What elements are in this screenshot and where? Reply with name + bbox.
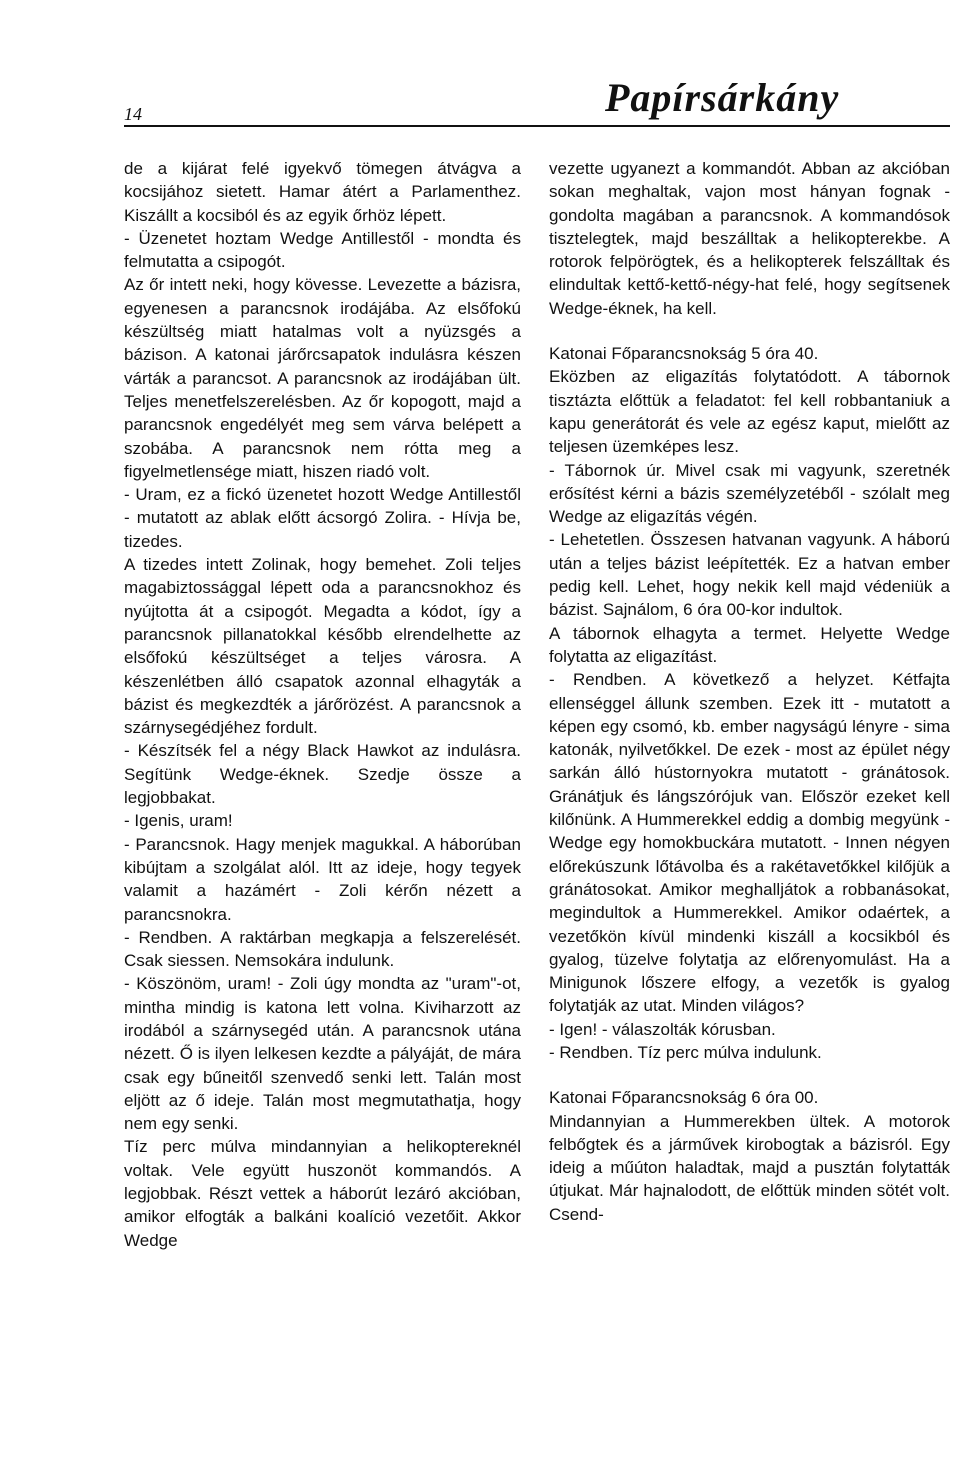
paragraph: - Rendben. Tíz perc múlva indulunk. [549, 1042, 822, 1062]
paragraph: - Parancsnok. Hagy menjek magukkal. A háborúban kibújtam a szolgálat alól. Itt az ideje, hogy tegyek valamit a hazámért - Zoli kérőn nézett a parancsnokra. [124, 834, 521, 924]
magazine-logo: Papírsárkány [605, 75, 840, 120]
paragraph: - Köszönöm, uram! - Zoli úgy mondta az "uram"-ot, mintha mindig is katona lett volna. Kiviharzott az irodából a szárnysegéd után. A parancsnok utána nézett. Ő is ilyen lelkesen kezdte a pályáját, de mára csak egy bűneitől szenvedő senki lett. Talán most eljött az ő ideje. Talán most megmutathatja, hogy nem egy senki. [124, 974, 521, 1134]
paragraph: - Tábornok úr. Mivel csak mi vagyunk, szeretnék erősítést kérni a bázis személyzetéből - szólalt meg Wedge az eligazítás végén. [549, 460, 950, 527]
paragraph: A tizedes intett Zolinak, hogy bemehet. Zoli teljes magabiztossággal lépett oda a parancsnokhoz és nyújtotta át a csipogót. Megadta a kódot, így a parancsnok pillanatokkal később elrendelhette az elsőfokú készültséget a teljes városra. A készenlétben álló csapatok azonnal elhagyták a bázist és megkezdték a járőrözést. A parancsnok a szárnysegédjéhez fordult. [124, 555, 521, 738]
paragraph: A tábornok elhagyta a termet. Helyette Wedge folytatta az eligazítást. [549, 623, 950, 666]
paragraph: - Igen! - válaszolták kórusban. [549, 1019, 776, 1039]
paragraph: Tíz perc múlva mindannyian a helikoptereknél voltak. Vele együtt huszonöt kommandós. A legjobbak. Részt vettek a háborút lezáró akcióban, amikor elfogták a balkáni koalíció vezetőit. Akkor Wedge [124, 1137, 521, 1250]
left-column [124, 157, 521, 1252]
paragraph: Mindannyian a Hummerekben ültek. A motorok felbőgtek és a járművek kirobogtak a bázisról. Egy ideig a műúton haladtak, majd a pusztán folytatták útjukat. Már hajnalodott, de előttük minden sötét volt. Csend- [549, 1111, 950, 1224]
section-heading: Katonai Főparancsnokság 5 óra 40. [549, 344, 819, 364]
page-number: 14 [124, 104, 142, 124]
paragraph: - Rendben. A következő a helyzet. Kétfajta ellenséggel állunk szemben. Ezek itt - mutatott a képen egy csomó, kb. ember nagyságú lényre - sima katonák, nyilvetőkkel. De ezek - most az épület négy sarkán álló hústornyokra mutatott - gránátosok. Gránátjuk és lángszórójuk van. Először ezeket kell kilőnünk. A Hummerekkel eddig a dombig megyünk - Wedge egy homokbuckára mutatott. - Innen négyen előrekúszunk lőtávolba és a rakétavetőkkel kilőjük a gránátosokat. Amikor meghalljátok a robbanásokat, megindultok a Hummerekkel. Amikor odaértek, a vezetőkön kívül mindenki kiszáll a kocsikból és gyalog, tüzelve folytatja az előrenyomulást. Ha a Minigunok lőszere elfogy, a vezetők is gyalog folytatják az utat. Minden világos? [549, 670, 950, 1016]
paragraph: - Készítsék fel a négy Black Hawkot az indulásra. Segítünk Wedge-éknek. Szedje össze a legjobbakat. [124, 741, 521, 808]
paragraph: - Uram, ez a fickó üzenetet hozott Wedge Antillestől - mutatott az ablak előtt ácsorgó Zolira. - Hívja be, tizedes. [124, 485, 521, 551]
paragraph: Az őr intett neki, hogy kövesse. Levezette a bázisra, egyenesen a parancsnok irodájába. Az elsőfokú készültség miatt hatalmas volt a nyüzsgés a bázison. A katonai járőrcsapatok indulásra készen várták a parancsot. A parancsnok az irodájában ült. Teljes menetfelszerelésben. Az őr kopogott, majd a parancsnok engedélyét meg sem várva belépett a szobába. A parancsnok nem rótta meg a figyelmetlensége miatt, hiszen riadó volt. [124, 275, 521, 481]
paragraph: - Igenis, uram! [124, 811, 233, 831]
paragraph: vezette ugyanezt a kommandót. Abban az akcióban sokan meghaltak, vajon most hányan fognak - gondolta magában a parancsnok. A kommandósok tisztelegtek, majd beszálltak a helikopterekbe. A rotorok felpörögtek, és a helikopterek felszálltak és elindultak kettő-kettő-négy-hat felé, hogy segítsenek Wedge-éknek, ha kell. [549, 159, 950, 318]
paragraph: Eközben az eligazítás folytatódott. A tábornok tisztázta előttük a feladatot: fel kell robbantaniuk a kapu generátorát és vele az egész kaput, mielőtt az teljesen üzemképes lesz. [549, 367, 950, 457]
paragraph: de a kijárat felé igyekvő tömegen átvágva a kocsijához sietett. Hamar átért a Parlamenthez. Kiszállt a kocsiból és az egyik őrhöz lépett. [124, 159, 521, 225]
paragraph: - Üzenetet hoztam Wedge Antillestől - mondta és felmutatta a csipogót. [124, 228, 521, 272]
paragraph: - Lehetetlen. Összesen hatvanan vagyunk. A háború után a teljes bázist leépítették. Ez a hatvan ember pedig kell. Lehet, hogy nekik kell majd védeniük a bázist. Sajnálom, 6 óra 00-kor indultok. [549, 530, 950, 620]
section-heading: Katonai Főparancsnokság 6 óra 00. [549, 1088, 819, 1108]
paragraph: - Rendben. A raktárban megkapja a felszerelését. Csak siessen. Nemsokára indulunk. [124, 927, 521, 971]
header-rule [124, 125, 950, 127]
right-column [549, 157, 950, 1226]
